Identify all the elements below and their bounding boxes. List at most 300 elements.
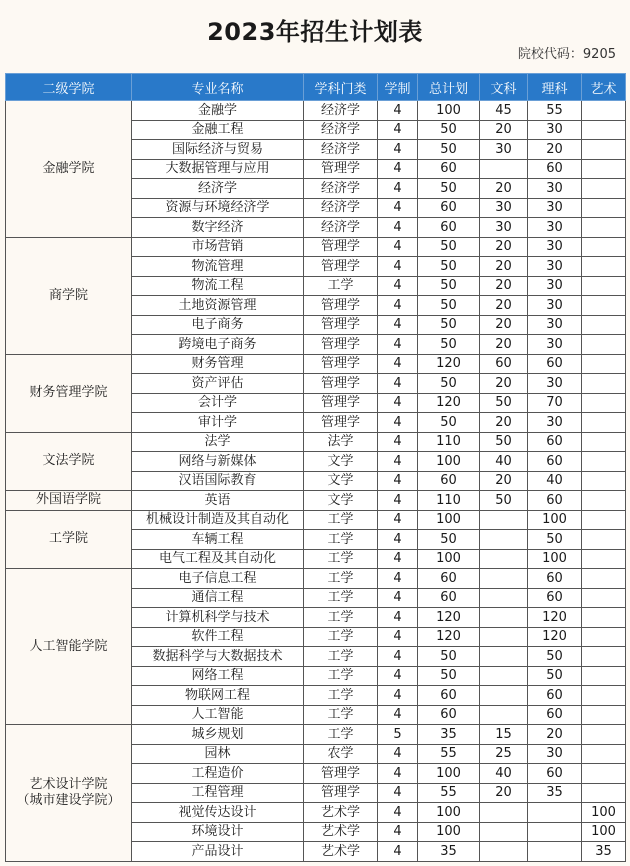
table-row bbox=[6, 725, 626, 745]
total-plan: 100 bbox=[418, 764, 480, 784]
header-duration: 学制 bbox=[378, 74, 418, 101]
liberal-arts-quota: 20 bbox=[480, 257, 528, 277]
table-body bbox=[6, 101, 626, 862]
liberal-arts-quota bbox=[480, 822, 528, 842]
header-art: 艺术 bbox=[582, 74, 626, 101]
liberal-arts-quota: 30 bbox=[480, 140, 528, 160]
art-quota bbox=[582, 276, 626, 296]
discipline: 文学 bbox=[304, 471, 378, 491]
liberal-arts-quota: 50 bbox=[480, 491, 528, 511]
liberal-arts-quota bbox=[480, 608, 528, 628]
duration: 4 bbox=[378, 432, 418, 452]
duration: 4 bbox=[378, 764, 418, 784]
major-name: 会计学 bbox=[132, 393, 304, 413]
discipline: 工学 bbox=[304, 627, 378, 647]
duration: 4 bbox=[378, 159, 418, 179]
major-name: 机械设计制造及其自动化 bbox=[132, 510, 304, 530]
science-quota: 30 bbox=[528, 218, 582, 238]
discipline: 管理学 bbox=[304, 159, 378, 179]
science-quota: 30 bbox=[528, 744, 582, 764]
liberal-arts-quota bbox=[480, 705, 528, 725]
total-plan: 120 bbox=[418, 627, 480, 647]
science-quota: 30 bbox=[528, 374, 582, 394]
science-quota: 30 bbox=[528, 179, 582, 199]
major-name: 审计学 bbox=[132, 413, 304, 433]
discipline: 管理学 bbox=[304, 764, 378, 784]
table-row bbox=[6, 510, 626, 530]
duration: 4 bbox=[378, 705, 418, 725]
total-plan: 100 bbox=[418, 101, 480, 121]
total-plan: 60 bbox=[418, 686, 480, 706]
total-plan: 100 bbox=[418, 452, 480, 472]
science-quota: 100 bbox=[528, 549, 582, 569]
major-name: 数字经济 bbox=[132, 218, 304, 238]
art-quota bbox=[582, 627, 626, 647]
science-quota: 70 bbox=[528, 393, 582, 413]
art-quota bbox=[582, 413, 626, 433]
duration: 4 bbox=[378, 686, 418, 706]
science-quota: 50 bbox=[528, 530, 582, 550]
major-name: 物联网工程 bbox=[132, 686, 304, 706]
science-quota: 120 bbox=[528, 608, 582, 628]
major-name: 汉语国际教育 bbox=[132, 471, 304, 491]
duration: 4 bbox=[378, 218, 418, 238]
college-name: 艺术设计学院 （城市建设学院） bbox=[6, 725, 132, 862]
major-name: 市场营销 bbox=[132, 237, 304, 257]
total-plan: 50 bbox=[418, 276, 480, 296]
liberal-arts-quota: 50 bbox=[480, 432, 528, 452]
total-plan: 50 bbox=[418, 257, 480, 277]
science-quota: 120 bbox=[528, 627, 582, 647]
liberal-arts-quota: 20 bbox=[480, 120, 528, 140]
art-quota bbox=[582, 432, 626, 452]
major-name: 电子商务 bbox=[132, 315, 304, 335]
duration: 4 bbox=[378, 783, 418, 803]
science-quota: 60 bbox=[528, 686, 582, 706]
art-quota bbox=[582, 374, 626, 394]
total-plan: 100 bbox=[418, 803, 480, 823]
college-name: 商学院 bbox=[6, 237, 132, 354]
table-header-row bbox=[6, 74, 626, 101]
header-total-plan: 总计划 bbox=[418, 74, 480, 101]
duration: 4 bbox=[378, 296, 418, 316]
major-name: 电子信息工程 bbox=[132, 569, 304, 589]
art-quota bbox=[582, 764, 626, 784]
science-quota: 55 bbox=[528, 101, 582, 121]
discipline: 工学 bbox=[304, 686, 378, 706]
discipline: 工学 bbox=[304, 569, 378, 589]
school-code: 院校代码：9205 bbox=[517, 47, 616, 62]
total-plan: 50 bbox=[418, 315, 480, 335]
total-plan: 120 bbox=[418, 354, 480, 374]
art-quota bbox=[582, 491, 626, 511]
liberal-arts-quota bbox=[480, 647, 528, 667]
table-row bbox=[6, 354, 626, 374]
college-name: 财务管理学院 bbox=[6, 354, 132, 432]
major-name: 软件工程 bbox=[132, 627, 304, 647]
liberal-arts-quota: 20 bbox=[480, 315, 528, 335]
duration: 4 bbox=[378, 666, 418, 686]
major-name: 物流管理 bbox=[132, 257, 304, 277]
discipline: 工学 bbox=[304, 510, 378, 530]
liberal-arts-quota: 30 bbox=[480, 198, 528, 218]
major-name: 城乡规划 bbox=[132, 725, 304, 745]
discipline: 管理学 bbox=[304, 296, 378, 316]
art-quota: 100 bbox=[582, 822, 626, 842]
major-name: 视觉传达设计 bbox=[132, 803, 304, 823]
major-name: 土地资源管理 bbox=[132, 296, 304, 316]
total-plan: 50 bbox=[418, 374, 480, 394]
science-quota: 30 bbox=[528, 198, 582, 218]
discipline: 管理学 bbox=[304, 783, 378, 803]
total-plan: 50 bbox=[418, 237, 480, 257]
liberal-arts-quota bbox=[480, 549, 528, 569]
liberal-arts-quota bbox=[480, 666, 528, 686]
art-quota bbox=[582, 335, 626, 355]
college-name: 工学院 bbox=[6, 510, 132, 569]
art-quota bbox=[582, 296, 626, 316]
major-name: 英语 bbox=[132, 491, 304, 511]
duration: 4 bbox=[378, 569, 418, 589]
duration: 4 bbox=[378, 608, 418, 628]
science-quota: 60 bbox=[528, 588, 582, 608]
science-quota: 50 bbox=[528, 647, 582, 667]
liberal-arts-quota bbox=[480, 510, 528, 530]
discipline: 工学 bbox=[304, 666, 378, 686]
major-name: 人工智能 bbox=[132, 705, 304, 725]
liberal-arts-quota: 20 bbox=[480, 335, 528, 355]
total-plan: 50 bbox=[418, 647, 480, 667]
header-college: 二级学院 bbox=[6, 74, 132, 101]
college-name: 人工智能学院 bbox=[6, 569, 132, 725]
discipline: 工学 bbox=[304, 608, 378, 628]
art-quota bbox=[582, 549, 626, 569]
total-plan: 55 bbox=[418, 783, 480, 803]
college-name: 外国语学院 bbox=[6, 491, 132, 511]
total-plan: 50 bbox=[418, 296, 480, 316]
science-quota: 100 bbox=[528, 510, 582, 530]
art-quota bbox=[582, 218, 626, 238]
discipline: 工学 bbox=[304, 276, 378, 296]
duration: 4 bbox=[378, 471, 418, 491]
art-quota bbox=[582, 101, 626, 121]
duration: 4 bbox=[378, 140, 418, 160]
art-quota bbox=[582, 725, 626, 745]
duration: 4 bbox=[378, 549, 418, 569]
total-plan: 50 bbox=[418, 413, 480, 433]
art-quota bbox=[582, 588, 626, 608]
total-plan: 100 bbox=[418, 822, 480, 842]
discipline: 管理学 bbox=[304, 315, 378, 335]
liberal-arts-quota: 45 bbox=[480, 101, 528, 121]
major-name: 物流工程 bbox=[132, 276, 304, 296]
major-name: 园林 bbox=[132, 744, 304, 764]
science-quota: 30 bbox=[528, 296, 582, 316]
major-name: 工程造价 bbox=[132, 764, 304, 784]
major-name: 金融学 bbox=[132, 101, 304, 121]
discipline: 经济学 bbox=[304, 198, 378, 218]
major-name: 计算机科学与技术 bbox=[132, 608, 304, 628]
science-quota: 30 bbox=[528, 413, 582, 433]
liberal-arts-quota: 20 bbox=[480, 374, 528, 394]
major-name: 国际经济与贸易 bbox=[132, 140, 304, 160]
table-row bbox=[6, 432, 626, 452]
art-quota bbox=[582, 237, 626, 257]
discipline: 管理学 bbox=[304, 335, 378, 355]
liberal-arts-quota: 20 bbox=[480, 276, 528, 296]
table-row bbox=[6, 491, 626, 511]
total-plan: 35 bbox=[418, 842, 480, 862]
science-quota: 20 bbox=[528, 725, 582, 745]
liberal-arts-quota: 40 bbox=[480, 452, 528, 472]
discipline: 艺术学 bbox=[304, 842, 378, 862]
total-plan: 100 bbox=[418, 549, 480, 569]
liberal-arts-quota: 20 bbox=[480, 296, 528, 316]
science-quota: 50 bbox=[528, 666, 582, 686]
art-quota: 35 bbox=[582, 842, 626, 862]
art-quota bbox=[582, 198, 626, 218]
total-plan: 50 bbox=[418, 335, 480, 355]
duration: 4 bbox=[378, 237, 418, 257]
science-quota bbox=[528, 803, 582, 823]
total-plan: 60 bbox=[418, 218, 480, 238]
duration: 4 bbox=[378, 315, 418, 335]
duration: 4 bbox=[378, 491, 418, 511]
duration: 4 bbox=[378, 101, 418, 121]
major-name: 网络工程 bbox=[132, 666, 304, 686]
major-name: 数据科学与大数据技术 bbox=[132, 647, 304, 667]
science-quota: 60 bbox=[528, 764, 582, 784]
duration: 4 bbox=[378, 413, 418, 433]
total-plan: 50 bbox=[418, 120, 480, 140]
major-name: 产品设计 bbox=[132, 842, 304, 862]
art-quota bbox=[582, 315, 626, 335]
duration: 4 bbox=[378, 530, 418, 550]
total-plan: 60 bbox=[418, 569, 480, 589]
major-name: 资源与环境经济学 bbox=[132, 198, 304, 218]
total-plan: 60 bbox=[418, 471, 480, 491]
science-quota: 60 bbox=[528, 705, 582, 725]
discipline: 经济学 bbox=[304, 179, 378, 199]
total-plan: 50 bbox=[418, 140, 480, 160]
discipline: 艺术学 bbox=[304, 803, 378, 823]
major-name: 工程管理 bbox=[132, 783, 304, 803]
duration: 4 bbox=[378, 354, 418, 374]
science-quota: 40 bbox=[528, 471, 582, 491]
science-quota: 60 bbox=[528, 491, 582, 511]
discipline: 管理学 bbox=[304, 257, 378, 277]
total-plan: 120 bbox=[418, 608, 480, 628]
duration: 4 bbox=[378, 120, 418, 140]
duration: 4 bbox=[378, 842, 418, 862]
total-plan: 100 bbox=[418, 510, 480, 530]
art-quota bbox=[582, 744, 626, 764]
science-quota bbox=[528, 822, 582, 842]
art-quota bbox=[582, 471, 626, 491]
liberal-arts-quota: 20 bbox=[480, 783, 528, 803]
science-quota: 30 bbox=[528, 335, 582, 355]
science-quota: 30 bbox=[528, 237, 582, 257]
major-name: 环境设计 bbox=[132, 822, 304, 842]
liberal-arts-quota: 25 bbox=[480, 744, 528, 764]
discipline: 文学 bbox=[304, 491, 378, 511]
science-quota: 35 bbox=[528, 783, 582, 803]
liberal-arts-quota: 40 bbox=[480, 764, 528, 784]
table-row bbox=[6, 569, 626, 589]
total-plan: 110 bbox=[418, 491, 480, 511]
art-quota bbox=[582, 140, 626, 160]
enrollment-plan-table bbox=[5, 73, 626, 862]
header-science: 理科 bbox=[528, 74, 582, 101]
duration: 4 bbox=[378, 647, 418, 667]
duration: 4 bbox=[378, 257, 418, 277]
liberal-arts-quota bbox=[480, 803, 528, 823]
science-quota: 60 bbox=[528, 354, 582, 374]
liberal-arts-quota: 50 bbox=[480, 393, 528, 413]
major-name: 大数据管理与应用 bbox=[132, 159, 304, 179]
duration: 4 bbox=[378, 588, 418, 608]
discipline: 农学 bbox=[304, 744, 378, 764]
college-name: 文法学院 bbox=[6, 432, 132, 491]
discipline: 管理学 bbox=[304, 237, 378, 257]
total-plan: 60 bbox=[418, 588, 480, 608]
art-quota bbox=[582, 159, 626, 179]
total-plan: 50 bbox=[418, 179, 480, 199]
discipline: 管理学 bbox=[304, 354, 378, 374]
discipline: 管理学 bbox=[304, 393, 378, 413]
major-name: 网络与新媒体 bbox=[132, 452, 304, 472]
discipline: 文学 bbox=[304, 452, 378, 472]
discipline: 工学 bbox=[304, 549, 378, 569]
liberal-arts-quota bbox=[480, 627, 528, 647]
science-quota: 60 bbox=[528, 432, 582, 452]
discipline: 经济学 bbox=[304, 218, 378, 238]
discipline: 管理学 bbox=[304, 374, 378, 394]
liberal-arts-quota: 15 bbox=[480, 725, 528, 745]
duration: 4 bbox=[378, 374, 418, 394]
page-title: 2023年招生计划表 bbox=[207, 18, 423, 46]
total-plan: 50 bbox=[418, 530, 480, 550]
college-name: 金融学院 bbox=[6, 101, 132, 238]
duration: 4 bbox=[378, 510, 418, 530]
art-quota bbox=[582, 452, 626, 472]
table-row bbox=[6, 101, 626, 121]
art-quota bbox=[582, 705, 626, 725]
discipline: 管理学 bbox=[304, 413, 378, 433]
discipline: 艺术学 bbox=[304, 822, 378, 842]
science-quota: 30 bbox=[528, 257, 582, 277]
art-quota bbox=[582, 257, 626, 277]
discipline: 经济学 bbox=[304, 140, 378, 160]
liberal-arts-quota: 20 bbox=[480, 413, 528, 433]
duration: 5 bbox=[378, 725, 418, 745]
liberal-arts-quota: 60 bbox=[480, 354, 528, 374]
major-name: 经济学 bbox=[132, 179, 304, 199]
art-quota bbox=[582, 783, 626, 803]
major-name: 财务管理 bbox=[132, 354, 304, 374]
art-quota bbox=[582, 530, 626, 550]
art-quota bbox=[582, 686, 626, 706]
liberal-arts-quota bbox=[480, 159, 528, 179]
header-discipline: 学科门类 bbox=[304, 74, 378, 101]
art-quota bbox=[582, 647, 626, 667]
liberal-arts-quota: 20 bbox=[480, 179, 528, 199]
duration: 4 bbox=[378, 335, 418, 355]
total-plan: 120 bbox=[418, 393, 480, 413]
liberal-arts-quota bbox=[480, 530, 528, 550]
table-row bbox=[6, 237, 626, 257]
science-quota: 30 bbox=[528, 120, 582, 140]
art-quota bbox=[582, 569, 626, 589]
discipline: 工学 bbox=[304, 588, 378, 608]
art-quota bbox=[582, 666, 626, 686]
discipline: 工学 bbox=[304, 647, 378, 667]
total-plan: 35 bbox=[418, 725, 480, 745]
discipline: 工学 bbox=[304, 705, 378, 725]
duration: 4 bbox=[378, 276, 418, 296]
major-name: 车辆工程 bbox=[132, 530, 304, 550]
total-plan: 50 bbox=[418, 666, 480, 686]
duration: 4 bbox=[378, 803, 418, 823]
duration: 4 bbox=[378, 744, 418, 764]
art-quota bbox=[582, 354, 626, 374]
duration: 4 bbox=[378, 198, 418, 218]
total-plan: 110 bbox=[418, 432, 480, 452]
science-quota: 60 bbox=[528, 569, 582, 589]
art-quota bbox=[582, 393, 626, 413]
liberal-arts-quota bbox=[480, 588, 528, 608]
duration: 4 bbox=[378, 179, 418, 199]
discipline: 工学 bbox=[304, 530, 378, 550]
header-major: 专业名称 bbox=[132, 74, 304, 101]
science-quota: 20 bbox=[528, 140, 582, 160]
science-quota: 30 bbox=[528, 276, 582, 296]
liberal-arts-quota bbox=[480, 842, 528, 862]
major-name: 电气工程及其自动化 bbox=[132, 549, 304, 569]
total-plan: 60 bbox=[418, 705, 480, 725]
liberal-arts-quota: 20 bbox=[480, 237, 528, 257]
major-name: 通信工程 bbox=[132, 588, 304, 608]
art-quota bbox=[582, 179, 626, 199]
major-name: 跨境电子商务 bbox=[132, 335, 304, 355]
art-quota bbox=[582, 120, 626, 140]
art-quota bbox=[582, 608, 626, 628]
liberal-arts-quota: 30 bbox=[480, 218, 528, 238]
discipline: 法学 bbox=[304, 432, 378, 452]
liberal-arts-quota bbox=[480, 686, 528, 706]
total-plan: 55 bbox=[418, 744, 480, 764]
major-name: 金融工程 bbox=[132, 120, 304, 140]
science-quota bbox=[528, 842, 582, 862]
major-name: 资产评估 bbox=[132, 374, 304, 394]
duration: 4 bbox=[378, 452, 418, 472]
duration: 4 bbox=[378, 627, 418, 647]
science-quota: 60 bbox=[528, 452, 582, 472]
duration: 4 bbox=[378, 822, 418, 842]
discipline: 经济学 bbox=[304, 101, 378, 121]
science-quota: 60 bbox=[528, 159, 582, 179]
science-quota: 30 bbox=[528, 315, 582, 335]
discipline: 工学 bbox=[304, 725, 378, 745]
art-quota: 100 bbox=[582, 803, 626, 823]
liberal-arts-quota: 20 bbox=[480, 471, 528, 491]
header-liberal-arts: 文科 bbox=[480, 74, 528, 101]
major-name: 法学 bbox=[132, 432, 304, 452]
art-quota bbox=[582, 510, 626, 530]
total-plan: 60 bbox=[418, 159, 480, 179]
duration: 4 bbox=[378, 393, 418, 413]
discipline: 经济学 bbox=[304, 120, 378, 140]
